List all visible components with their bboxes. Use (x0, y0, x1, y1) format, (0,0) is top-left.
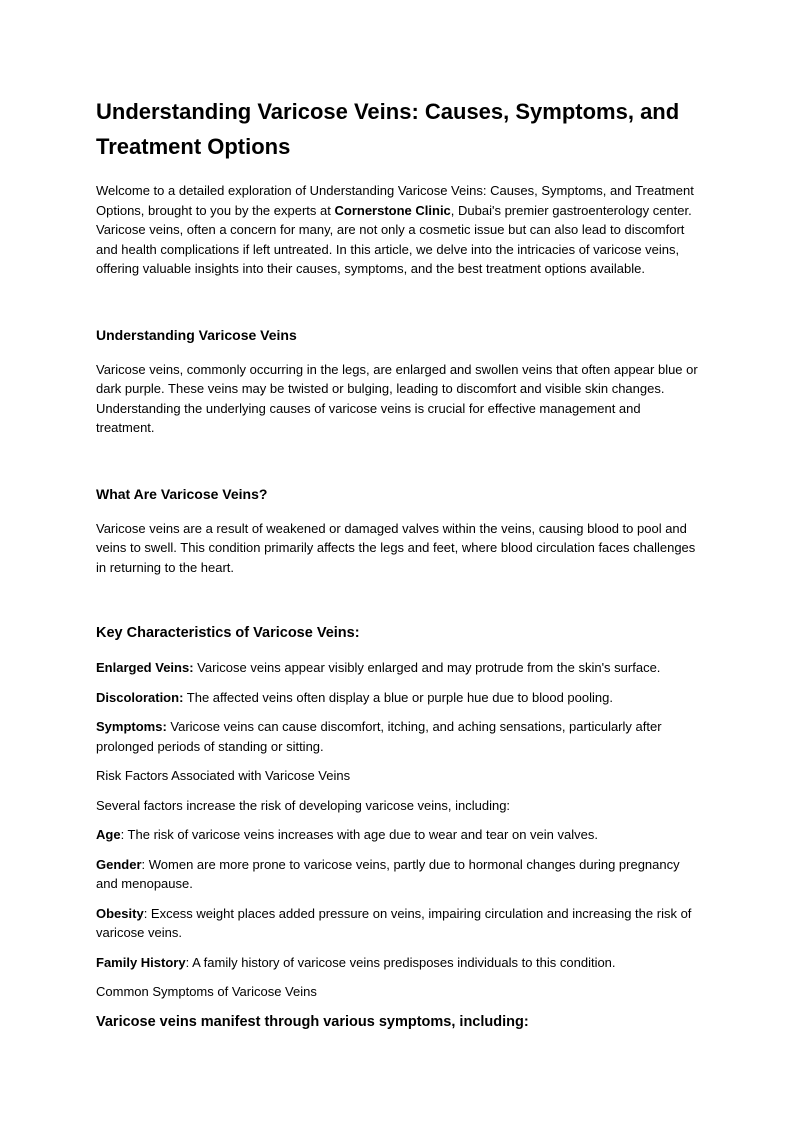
characteristic-item (96, 658, 698, 678)
item-term: Obesity (96, 905, 144, 921)
clinic-name: Cornerstone Clinic (334, 202, 451, 218)
item-text: Varicose veins can cause discomfort, itching, and aching sensations, particularly after prolonged periods of standing or sitting. (96, 719, 662, 754)
risk-item (96, 904, 698, 943)
intro-text-after: , Dubai's premier gastroenterology center. Varicose veins, often a concern for many, are not only a cosmetic issue but can also lead to discomfort and health complications if left untreated. In this article, we delve into the intricacies of varicose veins, offering valuable insights into their causes, symptoms, and the best treatment options available. (96, 202, 692, 276)
risk-factors-lead: Several factors increase the risk of developing varicose veins, including: (96, 797, 511, 813)
item-text: : A family history of varicose veins predisposes individuals to this condition. (185, 954, 616, 970)
item-term: Symptoms: (96, 719, 167, 734)
document-page (96, 94, 698, 1047)
item-text: : The risk of varicose veins increases with age due to wear and tear on vein valves. (120, 827, 598, 842)
understanding-paragraph: Varicose veins, commonly occurring in the legs, are enlarged and swollen veins that often appear blue or dark purple. These veins may be twisted or bulging, leading to discomfort and visible skin changes. Understanding the underlying causes of varicose veins is crucial for effective management and treatment. (96, 361, 698, 435)
risk-factors-heading: Risk Factors Associated with Varicose Veins (96, 768, 351, 783)
risk-item (96, 953, 698, 973)
item-text: The affected veins often display a blue or purple hue due to blood pooling. (183, 689, 613, 705)
risk-item (96, 825, 698, 845)
heading-what-are: What Are Varicose Veins? (96, 485, 268, 502)
intro-text-before: Welcome to a detailed exploration of Understanding Varicose Veins: Causes, Symptoms, and Treatment Options, brought to you by the experts at (96, 183, 694, 218)
item-text: Varicose veins appear visibly enlarged and may protrude from the skin's surface. (193, 660, 661, 675)
heading-characteristics: Key Characteristics of Varicose Veins: (96, 625, 360, 641)
symptoms-subheading: Varicose veins manifest through various symptoms, including: (96, 1013, 529, 1030)
heading-understanding: Understanding Varicose Veins (96, 326, 297, 343)
risk-item (96, 855, 698, 894)
page-title: Understanding Varicose Veins: Causes, Symptoms, and Treatment Options (96, 99, 680, 159)
item-text: : Excess weight places added pressure on veins, impairing circulation and increasing the risk of varicose veins. (96, 905, 692, 940)
characteristic-item (96, 717, 698, 756)
characteristic-item (96, 688, 698, 708)
item-text: : Women are more prone to varicose veins, partly due to hormonal changes during pregnancy and menopause. (96, 856, 680, 891)
item-term: Discoloration: (96, 689, 184, 705)
item-term: Gender (96, 856, 142, 872)
item-term: Family History (96, 954, 186, 970)
intro-paragraph (96, 181, 698, 279)
item-term: Enlarged Veins: (96, 660, 194, 675)
item-term: Age (96, 827, 121, 842)
what-are-paragraph: Varicose veins are a result of weakened or damaged valves within the veins, causing blood to pool and veins to swell. This condition primarily affects the legs and feet, where blood circulation faces challenges in returning to the heart. (96, 520, 696, 575)
symptoms-heading: Common Symptoms of Varicose Veins (96, 984, 317, 999)
